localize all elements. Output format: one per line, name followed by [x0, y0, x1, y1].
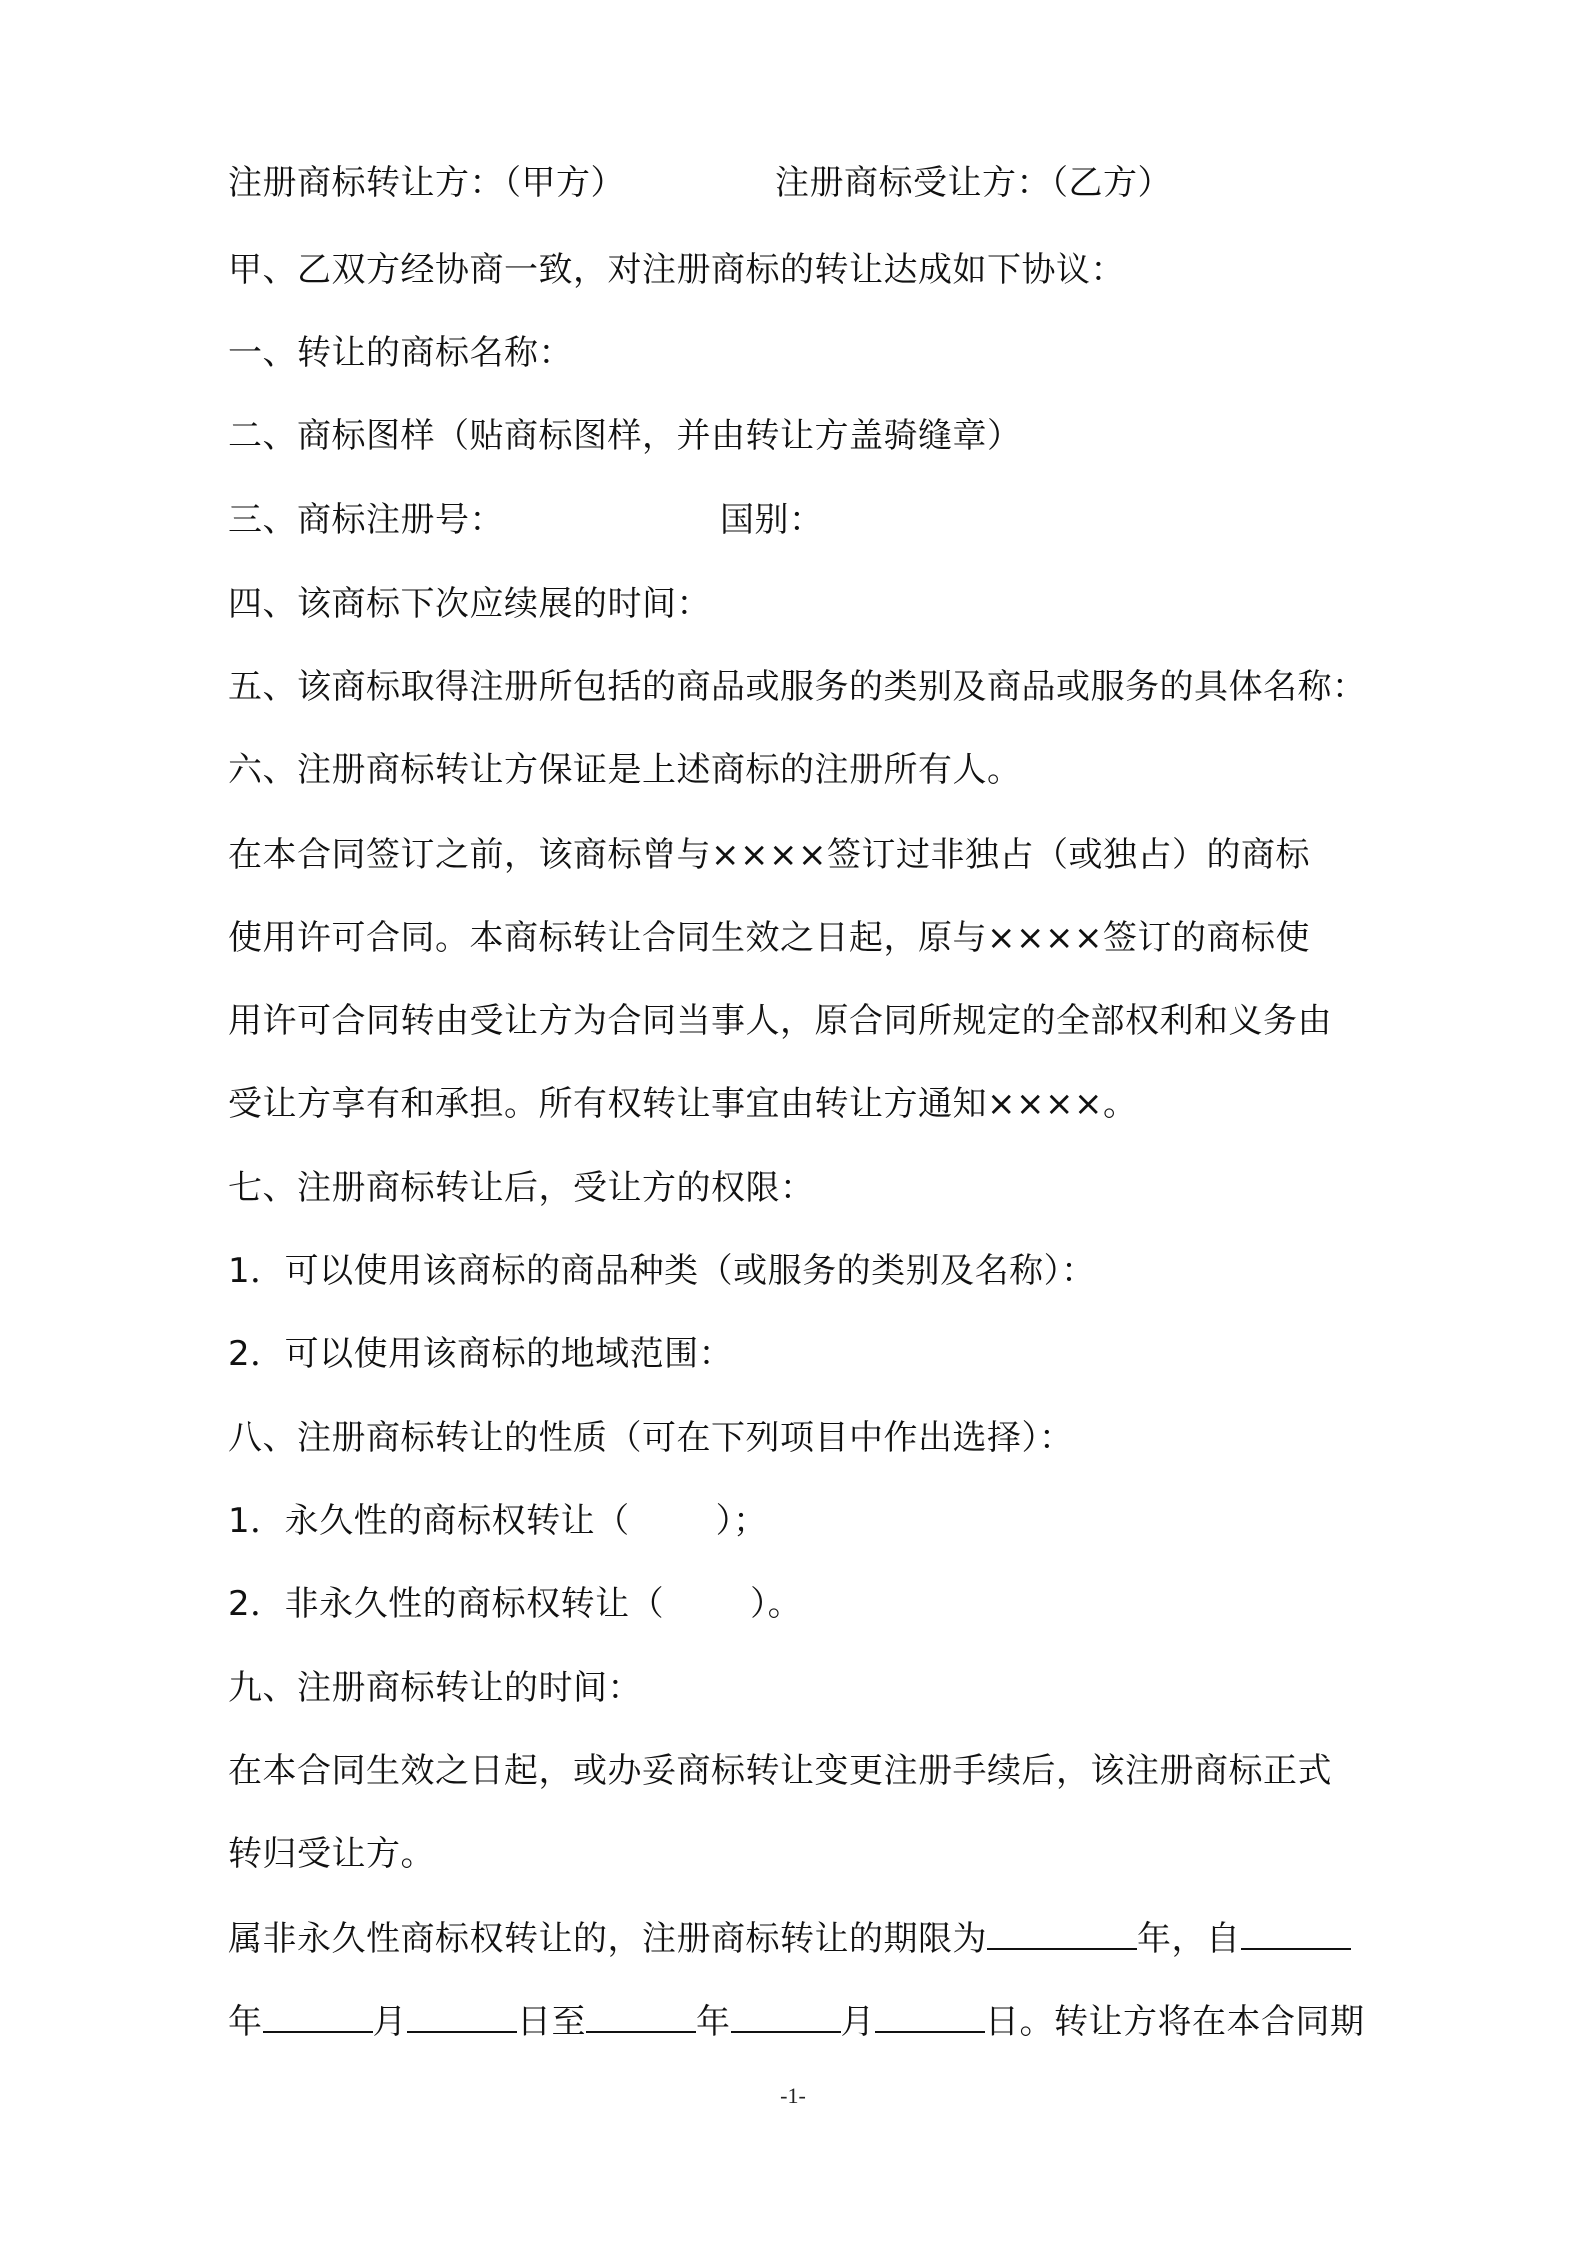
clause-9: 九、注册商标转让的时间： [228, 1668, 642, 1708]
intro-text: 甲、乙双方经协商一致，对注册商标的转让达成如下协议： [228, 250, 1125, 290]
page-number: -1- [780, 2083, 806, 2108]
day-to-label: 日至 [517, 2002, 586, 2042]
term-end-text: 日。转让方将在本合同期 [985, 2002, 1365, 2042]
paragraph-line: 在本合同签订之前，该商标曾与××××签订过非独占（或独占）的商标 [228, 835, 1310, 875]
start-month-blank[interactable] [263, 1997, 373, 2033]
year-label: 年 [696, 2002, 731, 2042]
clause-4: 四、该商标下次应续展的时间： [228, 584, 711, 624]
paragraph-line: 用许可合同转由受让方为合同当事人，原合同所规定的全部权利和义务由 [228, 1001, 1332, 1041]
clause-1: 一、转让的商标名称： [228, 333, 573, 373]
end-month-blank[interactable] [731, 1997, 841, 2033]
term-line-1 [228, 1914, 1428, 1963]
option-nonpermanent-text: 2．非永久性的商标权转让（ [228, 1584, 665, 1624]
option-permanent-close: ）； [715, 1501, 768, 1541]
clause-7: 七、注册商标转让后，受让方的权限： [228, 1168, 815, 1208]
clause-3 [228, 496, 1428, 544]
paragraph-line: 使用许可合同。本商标转让合同生效之日起，原与××××签订的商标使 [228, 918, 1310, 958]
term-from-text: 年，自 [1137, 1919, 1241, 1959]
end-day-blank[interactable] [875, 1997, 985, 2033]
clause-8-1 [228, 1497, 1428, 1545]
term-years-blank[interactable] [987, 1914, 1137, 1950]
clause-6: 六、注册商标转让方保证是上述商标的注册所有人。 [228, 750, 1022, 790]
header-line [228, 159, 1428, 207]
term-text: 属非永久性商标权转让的，注册商标转让的期限为 [228, 1919, 987, 1959]
start-day-blank[interactable] [407, 1997, 517, 2033]
option-nonpermanent-close: ）。 [750, 1584, 803, 1624]
term-line-2 [228, 1997, 1428, 2046]
option-permanent-text: 1．永久性的商标权转让（ [228, 1501, 630, 1541]
clause-8-2 [228, 1580, 1428, 1628]
paragraph-line: 转归受让方。 [228, 1834, 435, 1874]
clause-2: 二、商标图样（贴商标图样，并由转让方盖骑缝章） [228, 416, 1022, 456]
paragraph-line: 受让方享有和承担。所有权转让事宜由转让方通知××××。 [228, 1084, 1138, 1124]
clause-7-1: 1．可以使用该商标的商品种类（或服务的类别及名称）： [228, 1251, 1096, 1291]
paragraph-line: 在本合同生效之日起，或办妥商标转让变更注册手续后，该注册商标正式 [228, 1751, 1332, 1791]
clause-8: 八、注册商标转让的性质（可在下列项目中作出选择）： [228, 1418, 1074, 1458]
start-year-blank[interactable] [1241, 1914, 1351, 1950]
transferee-label: 注册商标受让方：（乙方） [775, 163, 1172, 203]
clause-7-2: 2．可以使用该商标的地域范围： [228, 1334, 734, 1374]
country-label: 国别： [720, 500, 824, 540]
transferor-label: 注册商标转让方：（甲方） [228, 163, 625, 203]
clause-5: 五、该商标取得注册所包括的商品或服务的类别及商品或服务的具体名称： [228, 667, 1367, 707]
month-label: 月 [372, 2002, 407, 2042]
registration-number-label: 三、商标注册号： [228, 500, 504, 540]
month-label: 月 [840, 2002, 875, 2042]
year-label: 年 [228, 2002, 263, 2042]
end-year-blank[interactable] [586, 1997, 696, 2033]
